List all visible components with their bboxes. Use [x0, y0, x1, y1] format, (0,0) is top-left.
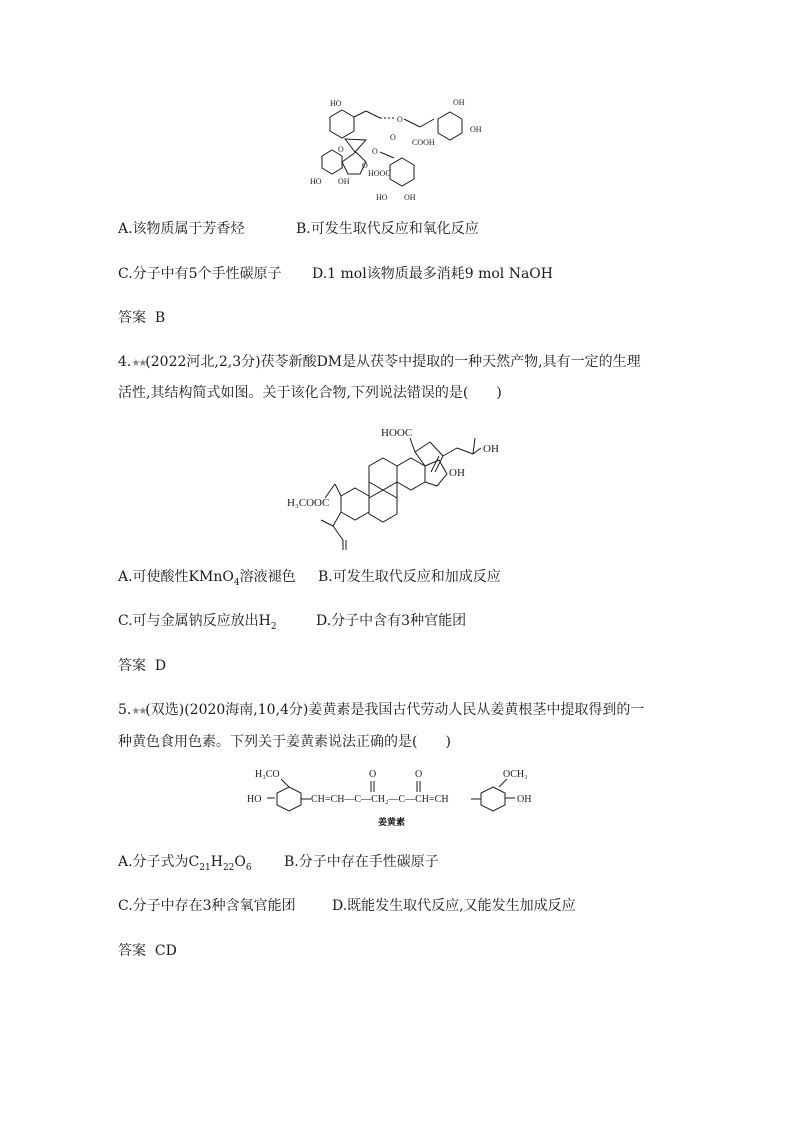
q4-option-a-text: A.可使酸性KMnO [118, 569, 234, 585]
q4-answer [118, 656, 166, 676]
q3-label-o-carbonyl1: O [390, 133, 396, 142]
q4-option-c-text: C.可与金属钠反应放出H [118, 613, 271, 629]
q5-answer-value: CD [154, 943, 177, 959]
q5-label-ho: HO [247, 794, 262, 805]
q4-option-d: D.分子中含有3种官能团 [316, 613, 467, 629]
q4-option-c [118, 611, 316, 631]
q4-stem-text-1: (2022河北,2,3分)茯苓新酸DM是从茯苓中提取的一种天然产物,具有一定的生理 [145, 354, 641, 370]
q3-label-oh-b: OH [404, 193, 416, 202]
q5-label-o2: O [415, 769, 423, 780]
q4-option-a-sub: 4 [233, 577, 240, 588]
q3-label-o-ring: O [338, 145, 344, 154]
q5-answer [118, 941, 177, 961]
q3-label-oh-r2: OH [470, 125, 482, 134]
q4-label-oh-ring: OH [449, 467, 465, 479]
q4-option-a-post: 溶液褪色 [239, 569, 296, 585]
q5-option-c: C.分子中存在3种含氧官能团 [118, 898, 296, 914]
q4-option-b: B.可发生取代反应和加成反应 [318, 569, 501, 585]
q5-option-b: B.分子中存在手性碳原子 [284, 854, 439, 870]
q3-answer-value: B [154, 310, 166, 326]
q5-option-a-text: A.分子式为C [118, 854, 200, 870]
q4-stem-line-2 [118, 383, 502, 403]
q5-difficulty-stars: ★★ [131, 706, 146, 717]
q5-label-o1: O [369, 769, 377, 780]
q3-structure-diagram [300, 92, 520, 204]
q3-label-ho-b: HO [376, 193, 388, 202]
q3-label-ho-top: HO [330, 99, 342, 108]
q4-option-a [118, 567, 318, 587]
q5-option-a-h: H [210, 854, 223, 870]
q5-option-a-sub3: 6 [245, 862, 252, 873]
q4-label-h3cooc: H₃COOC [287, 497, 330, 509]
q4-option-c-sub: 2 [270, 621, 277, 632]
q4-label-oh-top: OH [483, 443, 499, 455]
q3-label-o-ester2: O [372, 147, 378, 156]
q3-label-o-ester1: O [397, 115, 403, 124]
q4-options-row-1 [118, 567, 501, 587]
q3-label-ho-l: HO [310, 177, 322, 186]
q5-stem-line-1 [118, 700, 644, 722]
q3-answer-label: 答案 [118, 310, 146, 326]
q5-options-row-1 [118, 852, 439, 872]
q4-options-row-2 [118, 611, 466, 631]
q4-answer-label: 答案 [118, 658, 146, 674]
q4-answer-value: D [154, 658, 167, 674]
q4-stem-text-2: 活性,其结构简式如图。关于该化合物,下列说法错误的是( ) [118, 385, 502, 401]
q5-stem-line-2 [118, 732, 451, 752]
q5-stem-text-2: 种黄色食用色素。下列关于姜黄素说法正确的是( ) [118, 734, 451, 750]
q5-structure-caption: 姜黄素 [378, 817, 406, 827]
q4-difficulty-stars: ★★ [131, 358, 146, 369]
q3-options-row-1 [118, 219, 479, 239]
q3-options-row-2 [118, 264, 553, 284]
q5-answer-label: 答案 [118, 943, 146, 959]
q3-option-c: C.分子中有5个手性碳原子 [118, 266, 282, 282]
q4-number: 4. [118, 354, 132, 370]
q5-option-a [118, 852, 284, 872]
q5-label-chain: CH=CH—C—CH₂—C—CH=CH [311, 794, 449, 805]
q5-label-h3co: H₃CO [255, 769, 280, 780]
q5-number: 5. [118, 702, 132, 718]
q3-label-o-carbonyl2: O [362, 161, 368, 170]
q5-option-a-sub1: 21 [199, 862, 211, 873]
q4-stem-line-1 [118, 352, 641, 374]
q3-answer [118, 308, 165, 328]
q5-option-a-o: O [234, 854, 246, 870]
q5-option-d: D.既能发生取代反应,又能发生加成反应 [332, 898, 576, 914]
q5-stem-text-1: (双选)(2020海南,10,4分)姜黄素是我国古代劳动人民从姜黄根茎中提取得到的一 [145, 702, 645, 718]
q3-label-hooc2: HOOC [368, 169, 391, 178]
q3-label-oh-r1: OH [453, 98, 465, 107]
q5-label-och3: OCH₃ [503, 769, 528, 780]
q5-label-oh: OH [517, 794, 532, 805]
q3-option-a: A.该物质属于芳香烃 [118, 221, 245, 237]
q3-option-b: B.可发生取代反应和氧化反应 [296, 221, 479, 237]
q5-options-row-2 [118, 896, 576, 916]
q5-option-a-sub2: 22 [222, 862, 235, 873]
q3-label-cooh1: COOH [412, 138, 435, 147]
q3-label-oh-l: OH [338, 177, 350, 186]
q5-structure-diagram [245, 765, 555, 827]
q3-option-d: D.1 mol该物质最多消耗9 mol NaOH [312, 266, 553, 282]
q4-label-hooc: HOOC [381, 427, 413, 439]
q4-structure-diagram [285, 418, 525, 554]
